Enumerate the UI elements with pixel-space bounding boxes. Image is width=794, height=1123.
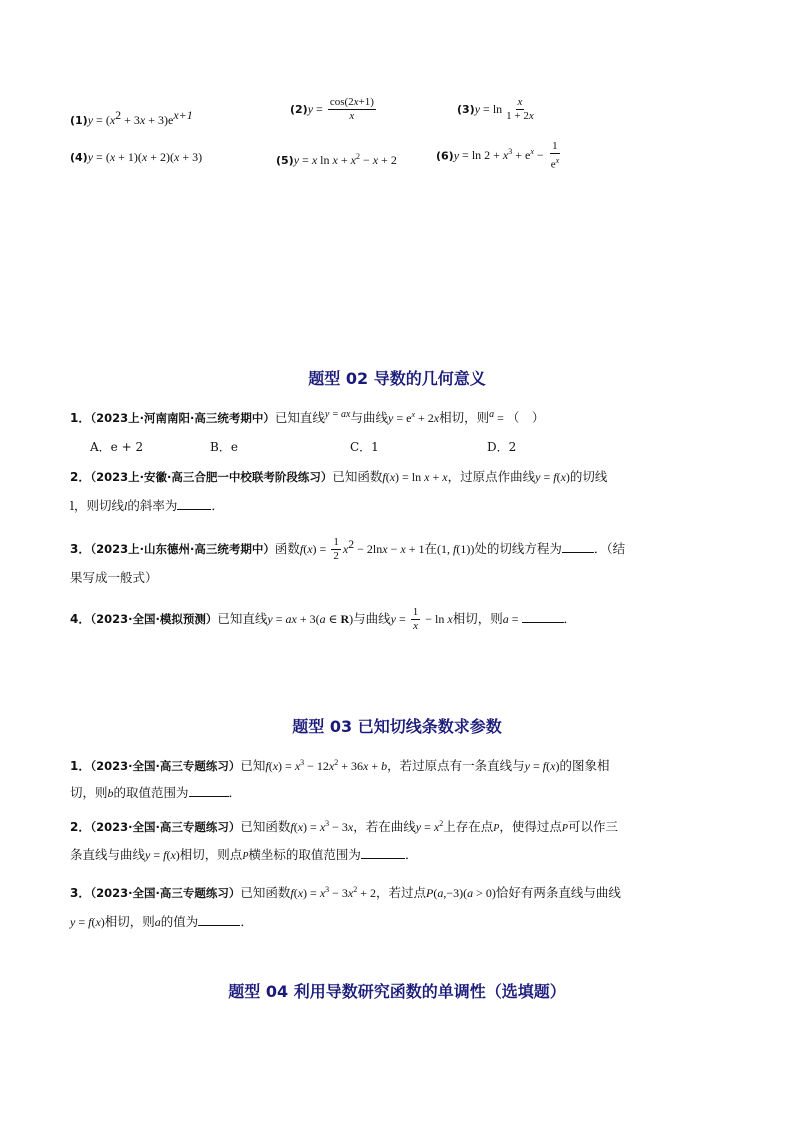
formula-5: (5)y = x $\ln x + x^2 - x + 2$ — [276, 152, 397, 167]
section-heading-02: 题型 02 导数的几何意义 — [308, 369, 486, 388]
answer-blank[interactable] — [522, 610, 564, 623]
question-02-2: 2．（2023上·安徽·高三合肥一中校联考阶段练习）已知函数f(x) = ln x + x，过原点作曲线y = f(x)的切线 — [70, 469, 608, 484]
formula-label: (6) — [436, 149, 454, 163]
question-02-4: 4．（2023·全国·模拟预测）已知直线y = ax + 3(a ∈ R)与曲线y = $\frac{1}{x}$ − ln x相切，则a = ． — [70, 606, 577, 632]
option-d[interactable]: D．2 — [487, 440, 517, 454]
question-03-3-line2: y = f(x)相切，则a的值为 ． — [70, 914, 253, 929]
option-c[interactable]: C．1 — [350, 440, 379, 454]
formula-6: $(6)y = \ln 2 + x^3 + e^x$ − $\frac{1}{e^x}$ — [436, 140, 560, 171]
question-02-2-line2: l，则切线l的斜率为 ． — [70, 498, 224, 513]
formula-label: (2) — [290, 103, 308, 116]
formula-1: $(1)y = (x^2 + 3x + 3)e^{x+1}$ — [70, 108, 193, 128]
question-03-2-line2: 条直线与曲线y = f(x)相切，则点P横坐标的取值范围为 ． — [70, 847, 418, 862]
option-b[interactable]: B．e — [210, 440, 238, 454]
section-heading-03: 题型 03 已知切线条数求参数 — [292, 717, 502, 736]
question-02-3-line2: 果写成一般式） — [70, 570, 158, 585]
answer-blank[interactable] — [562, 540, 594, 553]
question-03-1: 1．（2023·全国·高三专题练习）已知$f(x) = x^3 - 12x^2 + 36x + b$，若过原点有一条直线与y = f(x)的图象相 — [70, 758, 610, 773]
answer-blank[interactable] — [361, 846, 405, 859]
option-a[interactable]: A．e + 2 — [90, 440, 144, 454]
answer-blank[interactable] — [189, 784, 229, 797]
formula-2: (2)y = $\frac{\cos(2x+1)}{x}$ — [290, 96, 374, 122]
answer-blank[interactable] — [198, 913, 240, 926]
formula-label: (4) — [70, 151, 88, 164]
formula-4: (4)y = (x + 1)(x + 2)(x + 3) — [70, 150, 203, 164]
formula-label: (1) — [70, 114, 88, 128]
answer-blank[interactable] — [177, 497, 211, 510]
section-heading-04: 题型 04 利用导数研究函数的单调性（选填题） — [228, 982, 566, 1001]
question-03-3: 3．（2023·全国·高三专题练习）已知函数$f(x) = x^3 - 3x^2 + 2$，若过点P(a,−3)(a > 0)恰好有两条直线与曲线 — [70, 885, 621, 900]
formula-label: (5) — [276, 154, 294, 167]
formula-3: (3)y = ln $\frac{x}{1 + 2x}$ — [457, 96, 534, 122]
question-02-1: 1．（2023上·河南南阳·高三统考期中）已知直线$^{y = ax}$与曲线$y = e^x + 2x$相切，则$^a$ = （ ） — [70, 409, 545, 426]
question-03-1-line2: 切，则b的取值范围为 ． — [70, 785, 242, 800]
question-02-3: 3．（2023上·山东德州·高三统考期中）函数f(x) = $\frac{1}{2}$ $x^2 - 2\ln x - x + 1$在(1, f(1))处的切线方程为 ．（结 — [70, 536, 626, 563]
question-03-2: 2．（2023·全国·高三专题练习）已知函数$f(x) = x^3 - 3x$，若在曲线$y = x^2$上存在点P，使得过点P可以作三 — [70, 819, 618, 834]
formula-label: (3) — [457, 103, 475, 116]
